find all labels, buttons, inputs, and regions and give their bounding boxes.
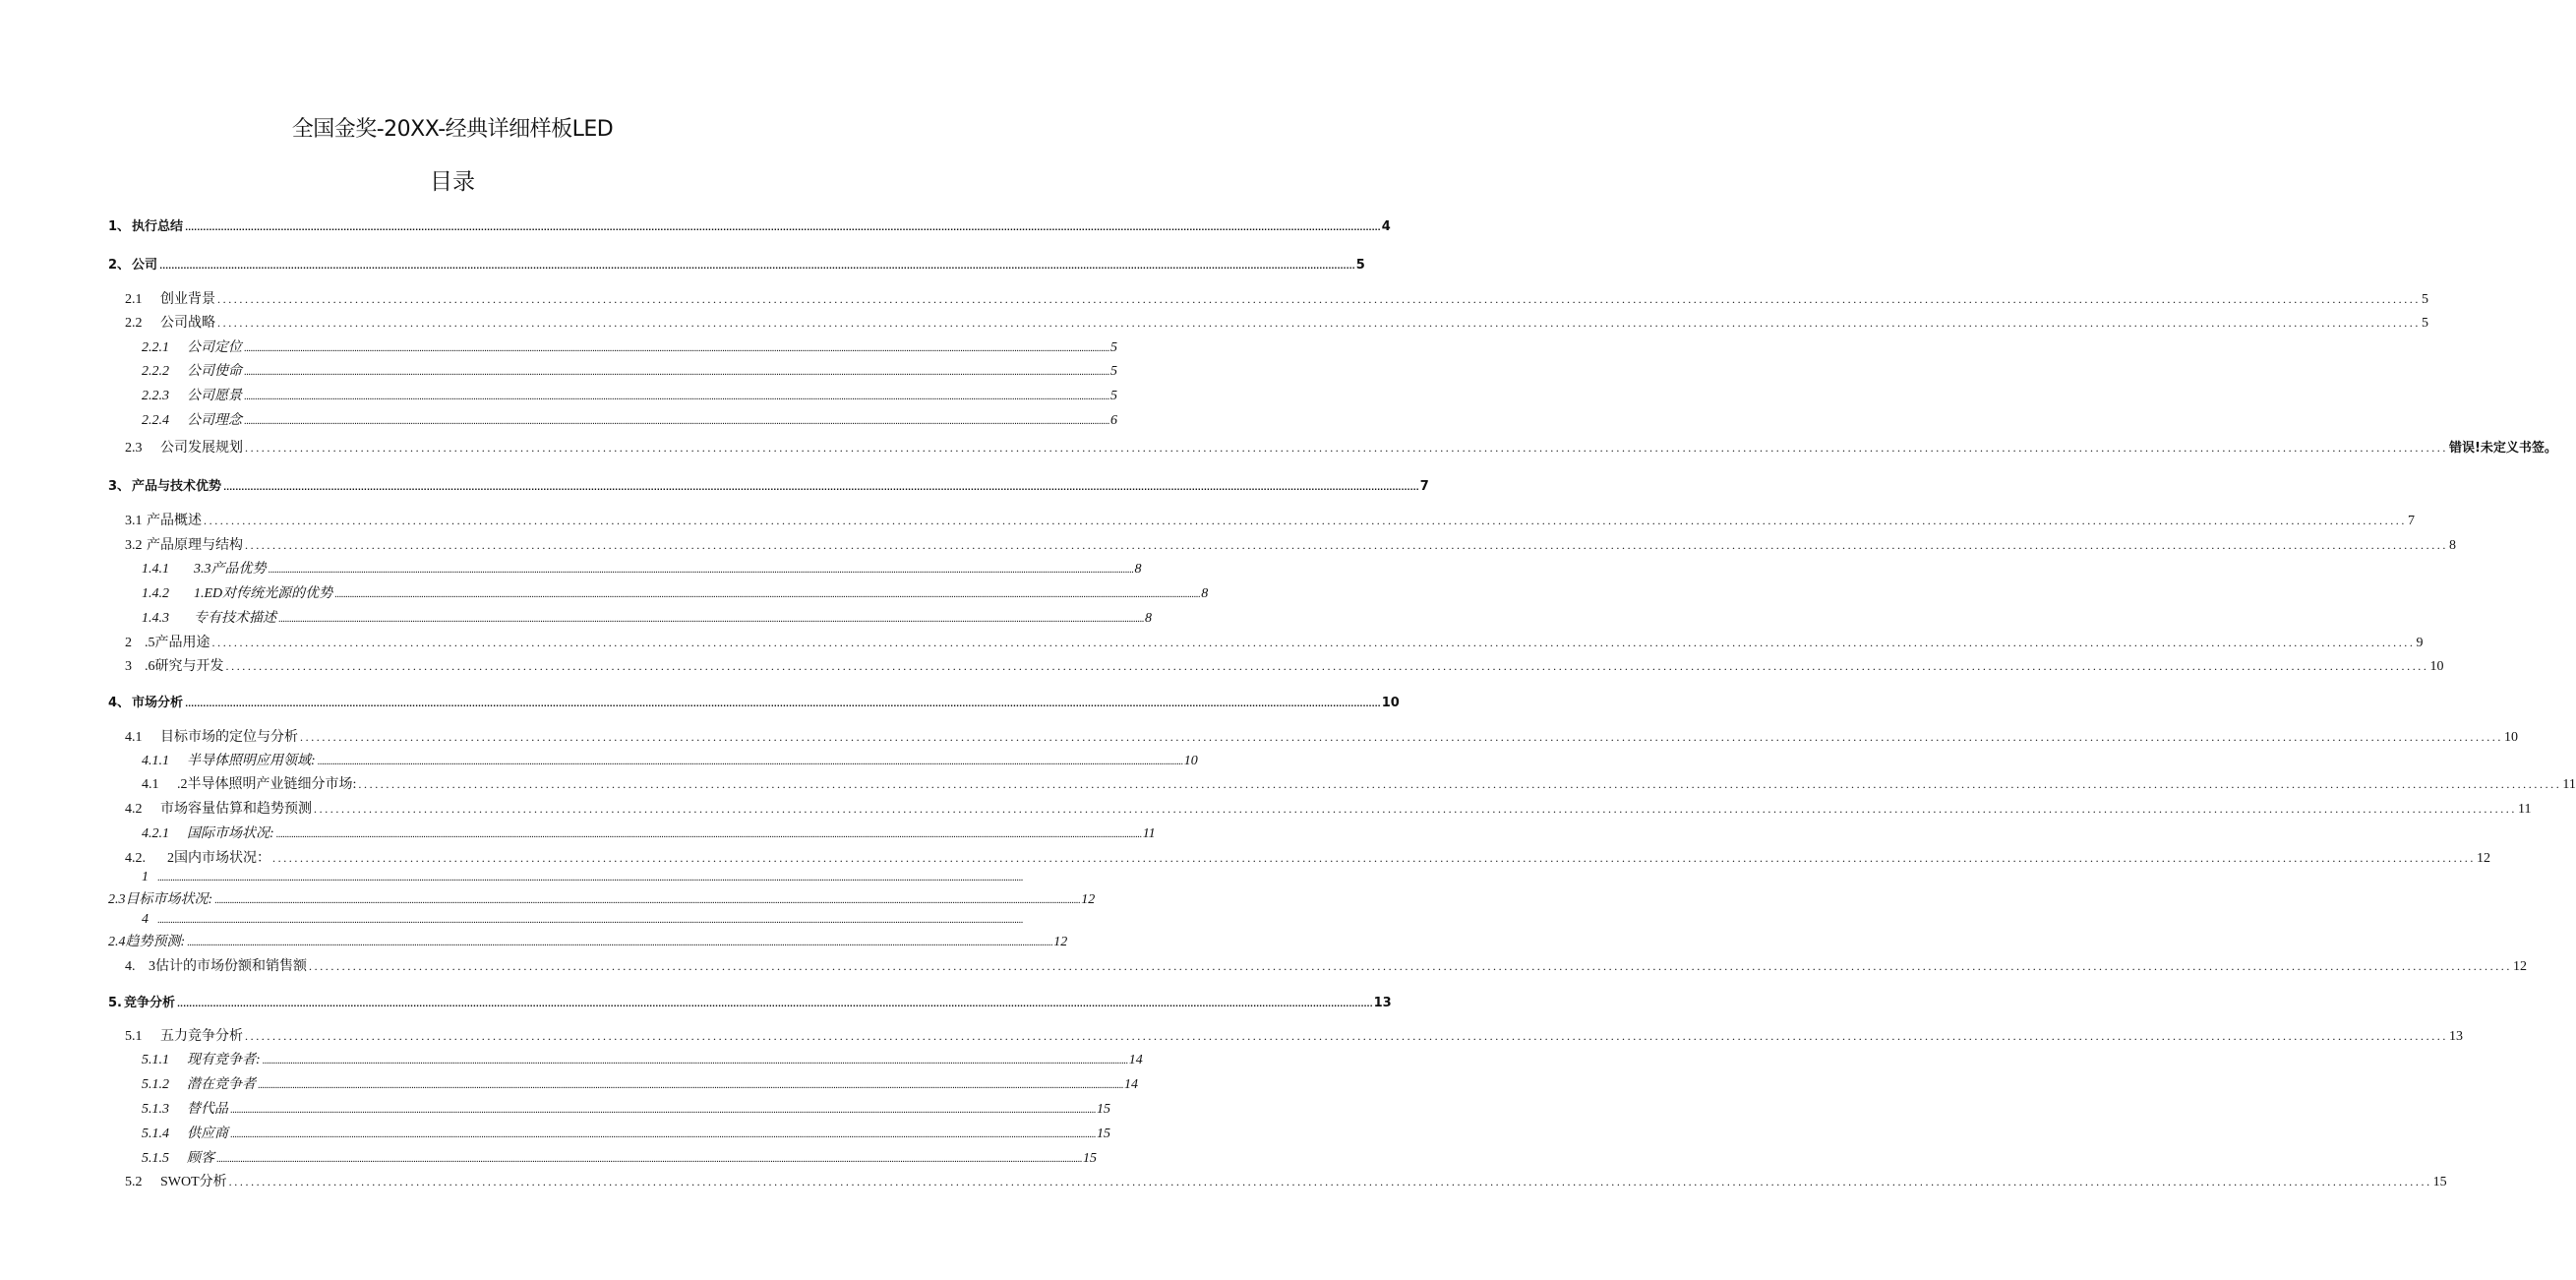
- toc-entry-number: 4.2.1: [142, 826, 169, 841]
- toc-leader-dots: ................................................................................................................................................................................................................................................................................................................................................................................................................: [230, 1105, 1097, 1116]
- toc-entry-title: 国际市场状况:: [187, 826, 274, 841]
- toc-entry-title: 市场容量估算和趋势预测: [160, 802, 312, 817]
- toc-entry-number: 2: [125, 636, 132, 650]
- toc-entry-number: 4、: [108, 696, 131, 710]
- toc-entry-title: 潜在竞争者: [187, 1077, 256, 1092]
- toc-leader-dots: ................................................................................................................................................................................................................................................................................................................................................................................................................: [244, 367, 1110, 378]
- toc-entry-page: 7: [2408, 514, 2415, 528]
- toc-leader-dots: ................................................................................................................................................................................................................................................................................................................................................................................................................: [230, 1129, 1097, 1140]
- toc-entry-number: 5.1: [125, 1029, 143, 1044]
- toc-entry[interactable]: [108, 692, 1400, 710]
- toc-entry-number: 4: [142, 912, 149, 927]
- toc-entry-page: 5: [1355, 258, 1365, 273]
- toc-entry-page: 4: [1381, 219, 1391, 234]
- toc-entry-page: 10: [2504, 730, 2518, 745]
- toc-entry[interactable]: [125, 726, 2518, 746]
- toc-entry-page: 12: [2513, 959, 2527, 974]
- toc-entry-title: 3.3产品优势: [194, 562, 267, 577]
- toc-entry[interactable]: [108, 931, 1068, 950]
- toc-entry-title: .5产品用途: [145, 636, 210, 650]
- toc-leader-dots: ................................................................................................................................................................................................................................................................................................................................................................................................................: [185, 700, 1381, 708]
- document-title: 全国金奖-20XX-经典详细样板LED: [291, 117, 614, 142]
- toc-entry-title: 执行总结: [132, 219, 184, 234]
- toc-entry-title: 产品与技术优势: [132, 479, 222, 494]
- toc-entry[interactable]: [125, 955, 2527, 975]
- toc-leader-dots: ................................................................................................................................................................................................................................................................................................................................................................................................................: [258, 1080, 1124, 1091]
- toc-entry-number: 5.1.4: [142, 1127, 169, 1141]
- toc-entry-number: 2.1: [125, 292, 143, 307]
- toc-entry-title: SWOT分析: [160, 1175, 227, 1189]
- toc-entry-page: 13: [2449, 1029, 2463, 1044]
- toc-entry-number: 4.1.1: [142, 754, 169, 768]
- toc-entry-page: 14: [1124, 1077, 1139, 1092]
- toc-entry-title: 2国内市场状况：: [167, 851, 270, 866]
- toc-entry-page: 12: [1081, 892, 1096, 907]
- toc-entry-page: 12: [2477, 851, 2490, 866]
- toc-entry[interactable]: [142, 582, 1209, 602]
- toc-leader-dots: ................................................................................................................................................................................................................................................................................................................................................................................................................: [177, 1000, 1373, 1008]
- toc-entry[interactable]: [142, 823, 1156, 842]
- toc-entry[interactable]: [142, 558, 1142, 578]
- toc-entry[interactable]: [108, 254, 1365, 273]
- toc-entry-page: 13: [1373, 996, 1392, 1010]
- toc-entry-number: 4.2.: [125, 851, 146, 866]
- toc-entry-title: 供应商: [187, 1127, 228, 1141]
- toc-entry[interactable]: [142, 773, 2576, 793]
- toc-leader-dots: ................................................................................................................................................................................................................................................................................................................................................................................................................: [300, 730, 2503, 744]
- toc-leader-dots: ................................................................................................................................................................................................................................................................................................................................................................................................................: [244, 343, 1110, 354]
- toc-entry[interactable]: [125, 798, 2532, 818]
- toc-entry-page: 15: [1083, 1151, 1098, 1166]
- toc-entry[interactable]: [125, 288, 2428, 308]
- toc-entry-page: 15: [1097, 1102, 1111, 1117]
- toc-leader-dots: ................................................................................................................................................................................................................................................................................................................................................................................................................: [223, 483, 1419, 492]
- toc-entry-title: 市场分析: [132, 696, 184, 710]
- toc-entry[interactable]: [142, 1098, 1111, 1118]
- toc-leader-dots: ................................................................................................................................................................................................................................................................................................................................................................................................................: [244, 392, 1110, 402]
- toc-entry[interactable]: [108, 888, 1096, 908]
- toc-entry[interactable]: [142, 870, 1024, 885]
- toc-leader-dots: ................................................................................................................................................................................................................................................................................................................................................................................................................: [314, 802, 2517, 816]
- toc-entry-page: 5: [1110, 340, 1118, 355]
- toc-entry-page: 7: [1419, 479, 1429, 494]
- toc-entry-number: 5.1.1: [142, 1053, 169, 1067]
- toc-entry-title: 竞争分析: [123, 996, 175, 1010]
- toc-entry-page: 错误!未定义书签。: [2449, 441, 2557, 456]
- toc-entry-page: 8: [1134, 562, 1142, 577]
- toc-entry-title: 2.3目标市场状况:: [108, 892, 213, 907]
- toc-entry-page: 10: [1381, 696, 1400, 710]
- toc-heading: 目录: [430, 169, 475, 195]
- toc-entry-title: 半导体照明应用领域:: [187, 754, 316, 768]
- toc-leader-dots: ................................................................................................................................................................................................................................................................................................................................................................................................................: [262, 1056, 1128, 1067]
- toc-entry[interactable]: [142, 409, 1118, 429]
- toc-entry-title: 现有竞争者:: [187, 1053, 261, 1067]
- toc-entry-title: 2.4趋势预测:: [108, 935, 186, 949]
- toc-entry-number: 5.1.2: [142, 1077, 169, 1092]
- toc-entry[interactable]: [125, 312, 2428, 332]
- toc-leader-dots: ................................................................................................................................................................................................................................................................................................................................................................................................................: [268, 565, 1134, 576]
- toc-entry-number: 2.2.2: [142, 364, 169, 379]
- toc-entry-number: 3.1: [125, 514, 143, 528]
- toc-leader-dots: ................................................................................................................................................................................................................................................................................................................................................................................................................: [214, 895, 1081, 906]
- toc-entry[interactable]: [125, 534, 2456, 554]
- toc-entry-title: 专有技术描述: [194, 611, 276, 626]
- toc-entry-number: 5.2: [125, 1175, 143, 1189]
- toc-entry-number: 5.: [108, 996, 122, 1010]
- toc-entry-number: 5.1.3: [142, 1102, 169, 1117]
- toc-entry-number: 1: [142, 870, 149, 884]
- toc-entry-number: 2.2.3: [142, 389, 169, 403]
- toc-entry-title: 公司发展规划: [160, 441, 243, 456]
- toc-leader-dots: ................................................................................................................................................................................................................................................................................................................................................................................................................: [334, 589, 1201, 600]
- toc-entry[interactable]: [125, 510, 2415, 529]
- toc-entry-page: 5: [1110, 389, 1118, 403]
- toc-entry-number: 4.1: [142, 777, 159, 792]
- toc-leader-dots: ................................................................................................................................................................................................................................................................................................................................................................................................................: [278, 614, 1145, 625]
- toc-entry[interactable]: [142, 385, 1118, 404]
- toc-entry-number: 2.2: [125, 316, 143, 331]
- toc-leader-dots: ................................................................................................................................................................................................................................................................................................................................................................................................................: [157, 915, 1024, 926]
- toc-entry-page: 10: [1183, 754, 1198, 768]
- toc-entry-title: 产品概述: [147, 514, 202, 528]
- toc-entry-title: 公司战略: [160, 316, 215, 331]
- toc-entry-number: 4.1: [125, 730, 143, 745]
- toc-leader-dots: ................................................................................................................................................................................................................................................................................................................................................................................................................: [228, 1175, 2432, 1189]
- toc-entry[interactable]: [125, 655, 2444, 675]
- toc-entry-page: 8: [1201, 586, 1209, 601]
- toc-entry[interactable]: [142, 1123, 1111, 1142]
- toc-leader-dots: ................................................................................................................................................................................................................................................................................................................................................................................................................: [245, 441, 2448, 455]
- toc-entry-title: 顾客: [187, 1151, 214, 1166]
- toc-leader-dots: ................................................................................................................................................................................................................................................................................................................................................................................................................: [217, 316, 2421, 330]
- toc-entry-number: 2、: [108, 258, 131, 273]
- toc-entry-page: 15: [1097, 1127, 1111, 1141]
- toc-entry[interactable]: [125, 437, 2557, 457]
- toc-entry-title: 1.ED对传统光源的优势: [194, 586, 333, 601]
- toc-entry-title: .2半导体照明产业链细分市场:: [177, 777, 357, 792]
- toc-leader-dots: ................................................................................................................................................................................................................................................................................................................................................................................................................: [309, 959, 2512, 973]
- toc-entry[interactable]: [142, 912, 1024, 928]
- toc-leader-dots: ................................................................................................................................................................................................................................................................................................................................................................................................................: [204, 514, 2407, 527]
- toc-entry-page: 5: [1110, 364, 1118, 379]
- toc-entry[interactable]: [125, 847, 2490, 867]
- toc-entry-number: 1.4.2: [142, 586, 169, 601]
- toc-entry-number: 1、: [108, 219, 131, 234]
- toc-entry-title: 3估计的市场份额和销售额: [149, 959, 307, 974]
- toc-entry-page: 6: [1110, 413, 1118, 428]
- toc-leader-dots: ................................................................................................................................................................................................................................................................................................................................................................................................................: [211, 636, 2416, 649]
- toc-entry[interactable]: [142, 336, 1118, 356]
- toc-entry-title: 公司愿景: [187, 389, 242, 403]
- toc-entry[interactable]: [142, 1147, 1098, 1167]
- toc-entry[interactable]: [142, 607, 1153, 627]
- toc-entry[interactable]: [108, 992, 1392, 1010]
- toc-entry-page: 8: [1145, 611, 1153, 626]
- toc-entry-title: 公司理念: [187, 413, 242, 428]
- toc-entry-number: 5.1.5: [142, 1151, 169, 1166]
- toc-entry-number: 1.4.1: [142, 562, 169, 577]
- toc-entry[interactable]: [108, 215, 1391, 234]
- toc-leader-dots: ................................................................................................................................................................................................................................................................................................................................................................................................................: [245, 538, 2448, 552]
- toc-entry-title: 公司定位: [187, 340, 242, 355]
- toc-entry-page: 10: [2429, 659, 2444, 674]
- toc-leader-dots: ................................................................................................................................................................................................................................................................................................................................................................................................................: [185, 223, 1381, 232]
- toc-entry-page: 5: [2422, 292, 2428, 307]
- toc-entry-number: 2.2.4: [142, 413, 169, 428]
- toc-entry[interactable]: [125, 632, 2424, 651]
- toc-leader-dots: ................................................................................................................................................................................................................................................................................................................................................................................................................: [216, 1154, 1083, 1165]
- toc-leader-dots: ................................................................................................................................................................................................................................................................................................................................................................................................................: [272, 851, 2476, 865]
- toc-entry-number: 4.: [125, 959, 136, 974]
- toc-entry[interactable]: [108, 475, 1429, 494]
- toc-entry[interactable]: [142, 360, 1118, 380]
- toc-entry-number: 3、: [108, 479, 131, 494]
- toc-entry[interactable]: [142, 1073, 1139, 1093]
- toc-entry-number: 4.2: [125, 802, 143, 817]
- toc-entry-title: 目标市场的定位与分析: [160, 730, 298, 745]
- toc-leader-dots: ................................................................................................................................................................................................................................................................................................................................................................................................................: [275, 829, 1142, 840]
- toc-entry-title: 公司: [132, 258, 158, 273]
- toc-leader-dots: ................................................................................................................................................................................................................................................................................................................................................................................................................: [317, 757, 1183, 767]
- toc-entry[interactable]: [125, 1171, 2447, 1190]
- toc-entry-title: 创业背景: [160, 292, 215, 307]
- toc-entry-page: 11: [2518, 802, 2532, 817]
- toc-entry-title: .6研究与开发: [145, 659, 224, 674]
- toc-leader-dots: ................................................................................................................................................................................................................................................................................................................................................................................................................: [159, 262, 1355, 271]
- toc-leader-dots: ................................................................................................................................................................................................................................................................................................................................................................................................................: [187, 938, 1053, 948]
- toc-entry-number: 3.2: [125, 538, 143, 553]
- toc-leader-dots: ................................................................................................................................................................................................................................................................................................................................................................................................................: [358, 777, 2562, 791]
- toc-entry[interactable]: [125, 1025, 2463, 1045]
- toc-entry-title: 产品原理与结构: [147, 538, 243, 553]
- toc-entry-title: 替代品: [187, 1102, 228, 1117]
- toc-leader-dots: ................................................................................................................................................................................................................................................................................................................................................................................................................: [217, 292, 2421, 306]
- toc-leader-dots: ................................................................................................................................................................................................................................................................................................................................................................................................................: [225, 659, 2429, 673]
- toc-entry[interactable]: [142, 750, 1198, 769]
- toc-entry-number: 1.4.3: [142, 611, 169, 626]
- toc-entry-number: 2.3: [125, 441, 143, 456]
- toc-leader-dots: ................................................................................................................................................................................................................................................................................................................................................................................................................: [157, 873, 1024, 884]
- toc-entry-page: 12: [1053, 935, 1068, 949]
- toc-entry-page: 11: [2562, 777, 2576, 792]
- toc-entry-number: 3: [125, 659, 132, 674]
- toc-leader-dots: ................................................................................................................................................................................................................................................................................................................................................................................................................: [244, 416, 1110, 427]
- toc-entry-title: 五力竞争分析: [160, 1029, 243, 1044]
- toc-entry-page: 15: [2432, 1175, 2447, 1189]
- toc-entry[interactable]: [142, 1049, 1143, 1068]
- toc-leader-dots: ................................................................................................................................................................................................................................................................................................................................................................................................................: [245, 1029, 2448, 1043]
- toc-entry-page: 14: [1128, 1053, 1143, 1067]
- toc-entry-number: 2.2.1: [142, 340, 169, 355]
- toc-entry-page: 5: [2422, 316, 2428, 331]
- toc-entry-title: 公司使命: [187, 364, 242, 379]
- toc-entry-page: 8: [2449, 538, 2456, 553]
- toc-entry-page: 11: [1142, 826, 1156, 841]
- toc-entry-page: 9: [2416, 636, 2424, 650]
